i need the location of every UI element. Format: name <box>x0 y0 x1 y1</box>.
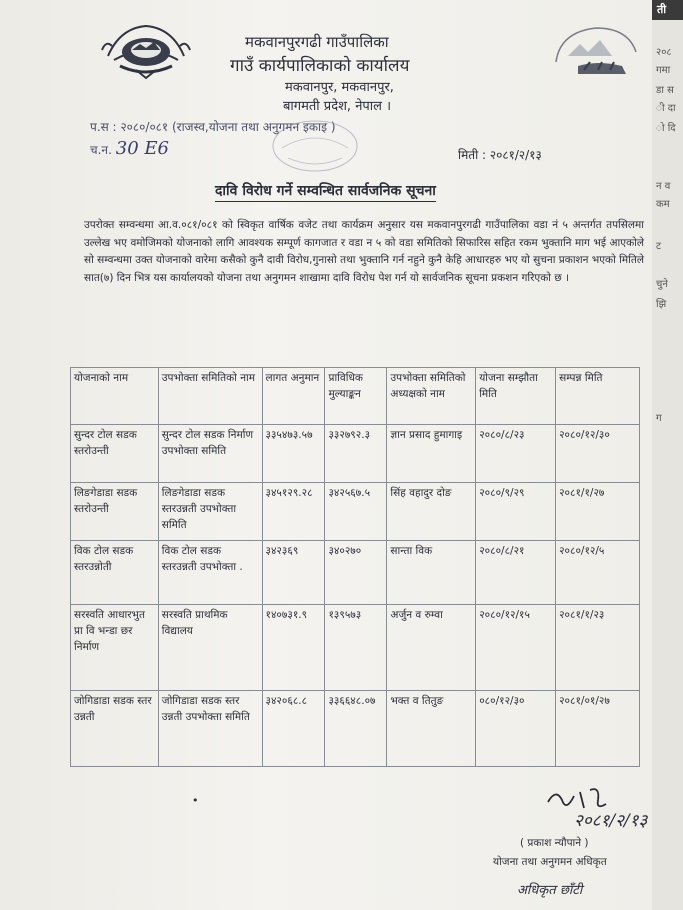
table-cell: २०८०/८/२३ <box>476 425 556 483</box>
table-cell: २०८०/१२/५ <box>556 541 640 605</box>
table-cell: सरस्वति आधारभुत प्रा वि भन्डा छर निर्माण <box>71 605 159 691</box>
table-row <box>71 425 640 483</box>
stray-mark: • <box>192 794 199 807</box>
date-label: मिती : <box>458 148 487 162</box>
table-header-row <box>71 368 640 425</box>
table-cell: ३३६६४८.०७ <box>325 691 387 767</box>
patra-label: प.स : <box>90 120 117 134</box>
col-header: योजना सम्झौता मिति <box>476 368 556 425</box>
table-cell: २०८१/१/२७ <box>556 483 640 541</box>
background-text: ट <box>656 241 662 252</box>
signature-date: २०८१/२/१३ <box>574 811 648 830</box>
background-tab: ती <box>652 0 683 20</box>
table-cell: २०८१/०१/२७ <box>556 691 640 767</box>
col-header: प्राविधिक मुल्याङ्कन <box>325 368 387 425</box>
chalani-number <box>90 138 169 159</box>
table-cell: २०८१/१/२३ <box>556 605 640 691</box>
background-text: झि <box>656 299 667 310</box>
col-header: योजनाको नाम <box>71 368 159 425</box>
office-name: गाउँ कार्यपालिकाको कार्यालय <box>230 56 410 76</box>
handwritten-signature <box>540 782 660 830</box>
chalani-value: 30 E6 <box>115 138 169 159</box>
background-text: ो दि <box>656 123 676 134</box>
table-cell: जोगिडाडा सडक स्तर उन्नती <box>71 691 159 767</box>
patra-value: २०८०/०८१ (राजस्व,योजना तथा अनुगमन इकाइ ) <box>120 120 336 134</box>
background-text: न व <box>656 181 671 192</box>
table-row <box>71 691 640 767</box>
table-cell: ३३२७९२.३ <box>325 425 387 483</box>
date-value: २०८१/२/१३ <box>489 148 542 162</box>
chalani-label: च.न. <box>90 143 112 157</box>
table-cell: २०८०/१२/१५ <box>476 605 556 691</box>
signatory-designation: योजना तथा अनुगमन अधिकृत <box>493 856 607 868</box>
office-seal-stamp <box>270 118 360 173</box>
table-cell: १३९५७३ <box>325 605 387 691</box>
notice-body: उपरोक्त सम्वन्धमा आ.व.०८१/०८१ को स्विकृत वार्षिक वजेट तथा कार्यक्रम अनुसार यस मकवानपुरगढी गाउँपालिका वडा नं ५ अन्तर्गत तपसिलमा उल्लेख भए वमोजिमको योजनाको लागि आवश्यक सम्पूर्ण कागजात र वडा न ५ को वडा समितिको सिफारिस सहित रकम भुक्तानि माग भई आएकोले सो सम्वन्धमा उक्त योजनाको वारेमा कसैको कुनै दावी विरोध,गुनासो तथा भुक्तानि गर्न नहुने कुनै केहि आधारहरु भए यो सुचना प्रकाशन भएको मितिले सात(७) दिन भित्र यस कार्यालयको योजना तथा अनुगमन शाखामा दावि विरोध पेश गर्न यो सार्वजनिक सूचना प्रकशन गरिएको छ । <box>84 219 644 284</box>
table-cell: ३४२०६८.८ <box>262 691 325 767</box>
table-row <box>71 541 640 605</box>
table-cell: ३४०२७० <box>325 541 387 605</box>
notice-title: दावि विरोध गर्ने सम्वन्धित सार्वजनिक सूचना <box>215 181 436 202</box>
notice-date <box>458 146 542 163</box>
col-header: सम्पन्न मिति <box>556 368 640 425</box>
table-cell: १४०७३१.९ <box>262 605 325 691</box>
background-text: ग <box>656 413 662 424</box>
table-cell: भक्त व तितुङ <box>387 691 476 767</box>
projects-table <box>70 367 640 767</box>
table-cell: २०८०/९/२९ <box>476 483 556 541</box>
background-text: गमा <box>656 65 671 76</box>
col-header: उपभोक्ता समितिको अध्यक्षको नाम <box>387 368 476 425</box>
table-cell: २०८०/१२/३० <box>556 425 640 483</box>
background-text: कम <box>656 199 670 210</box>
table-cell: ३४५१२९.२८ <box>262 483 325 541</box>
table-cell: ज्ञान प्रसाद हुमागाइ <box>387 425 476 483</box>
background-text: चुने <box>656 279 668 290</box>
municipality-logo <box>548 22 640 88</box>
table-cell: सान्ता विक <box>387 541 476 605</box>
table-cell: लिङगेडाडा सडक स्तरउन्नती उपभोक्ता समिति <box>158 483 262 541</box>
signatory-name: ( प्रकाश न्यौपाने ) <box>520 837 589 849</box>
table-cell: विक टोल सडक स्तरउन्नती उपभोक्ता . <box>158 541 262 605</box>
table-cell: सिंह वहादुर दोङ <box>387 483 476 541</box>
table-cell: सरस्वति प्राथमिक विद्यालय <box>158 605 262 691</box>
table-cell: २०८०/८/२१ <box>476 541 556 605</box>
background-page <box>652 0 683 910</box>
table-cell: ३४२३६९ <box>262 541 325 605</box>
nepal-emblem-logo <box>100 20 192 82</box>
table-cell: अर्जुन व रुम्वा <box>387 605 476 691</box>
background-text: २०८ <box>656 47 672 58</box>
address-line-2: बागमती प्रदेश, नेपाल । <box>283 99 392 114</box>
address-line-1: मकवानपुर, मकवानपुर, <box>285 80 394 95</box>
table-cell: जोगिडाडा सडक स्तर उन्नती उपभोक्ता समिति <box>158 691 262 767</box>
authority-stamp: अधिकृत छाँटी <box>517 883 583 898</box>
col-header: उपभोक्ता समितिको नाम <box>158 368 262 425</box>
background-text: डा स <box>656 85 674 96</box>
table-cell: सुन्दर टोल सडक स्तरोउन्ती <box>71 425 159 483</box>
table-cell: लिङगेडाडा सडक स्तरोउन्ती <box>71 483 159 541</box>
background-text: ी दा <box>656 103 676 114</box>
col-header: लागत अनुमान <box>262 368 325 425</box>
table-cell: विक टोल सडक स्तरउन्नोती <box>71 541 159 605</box>
municipality-name: मकवानपुरगढी गाउँपालिका <box>245 33 389 51</box>
table-row <box>71 605 640 691</box>
table-cell: सुन्दर टोल सडक निर्माण उपभोक्ता समिति <box>158 425 262 483</box>
table-row <box>71 483 640 541</box>
table-cell: ०८०/१२/३० <box>476 691 556 767</box>
table-cell: ३३५४७३.५७ <box>262 425 325 483</box>
table-cell: ३४२५६७.५ <box>325 483 387 541</box>
